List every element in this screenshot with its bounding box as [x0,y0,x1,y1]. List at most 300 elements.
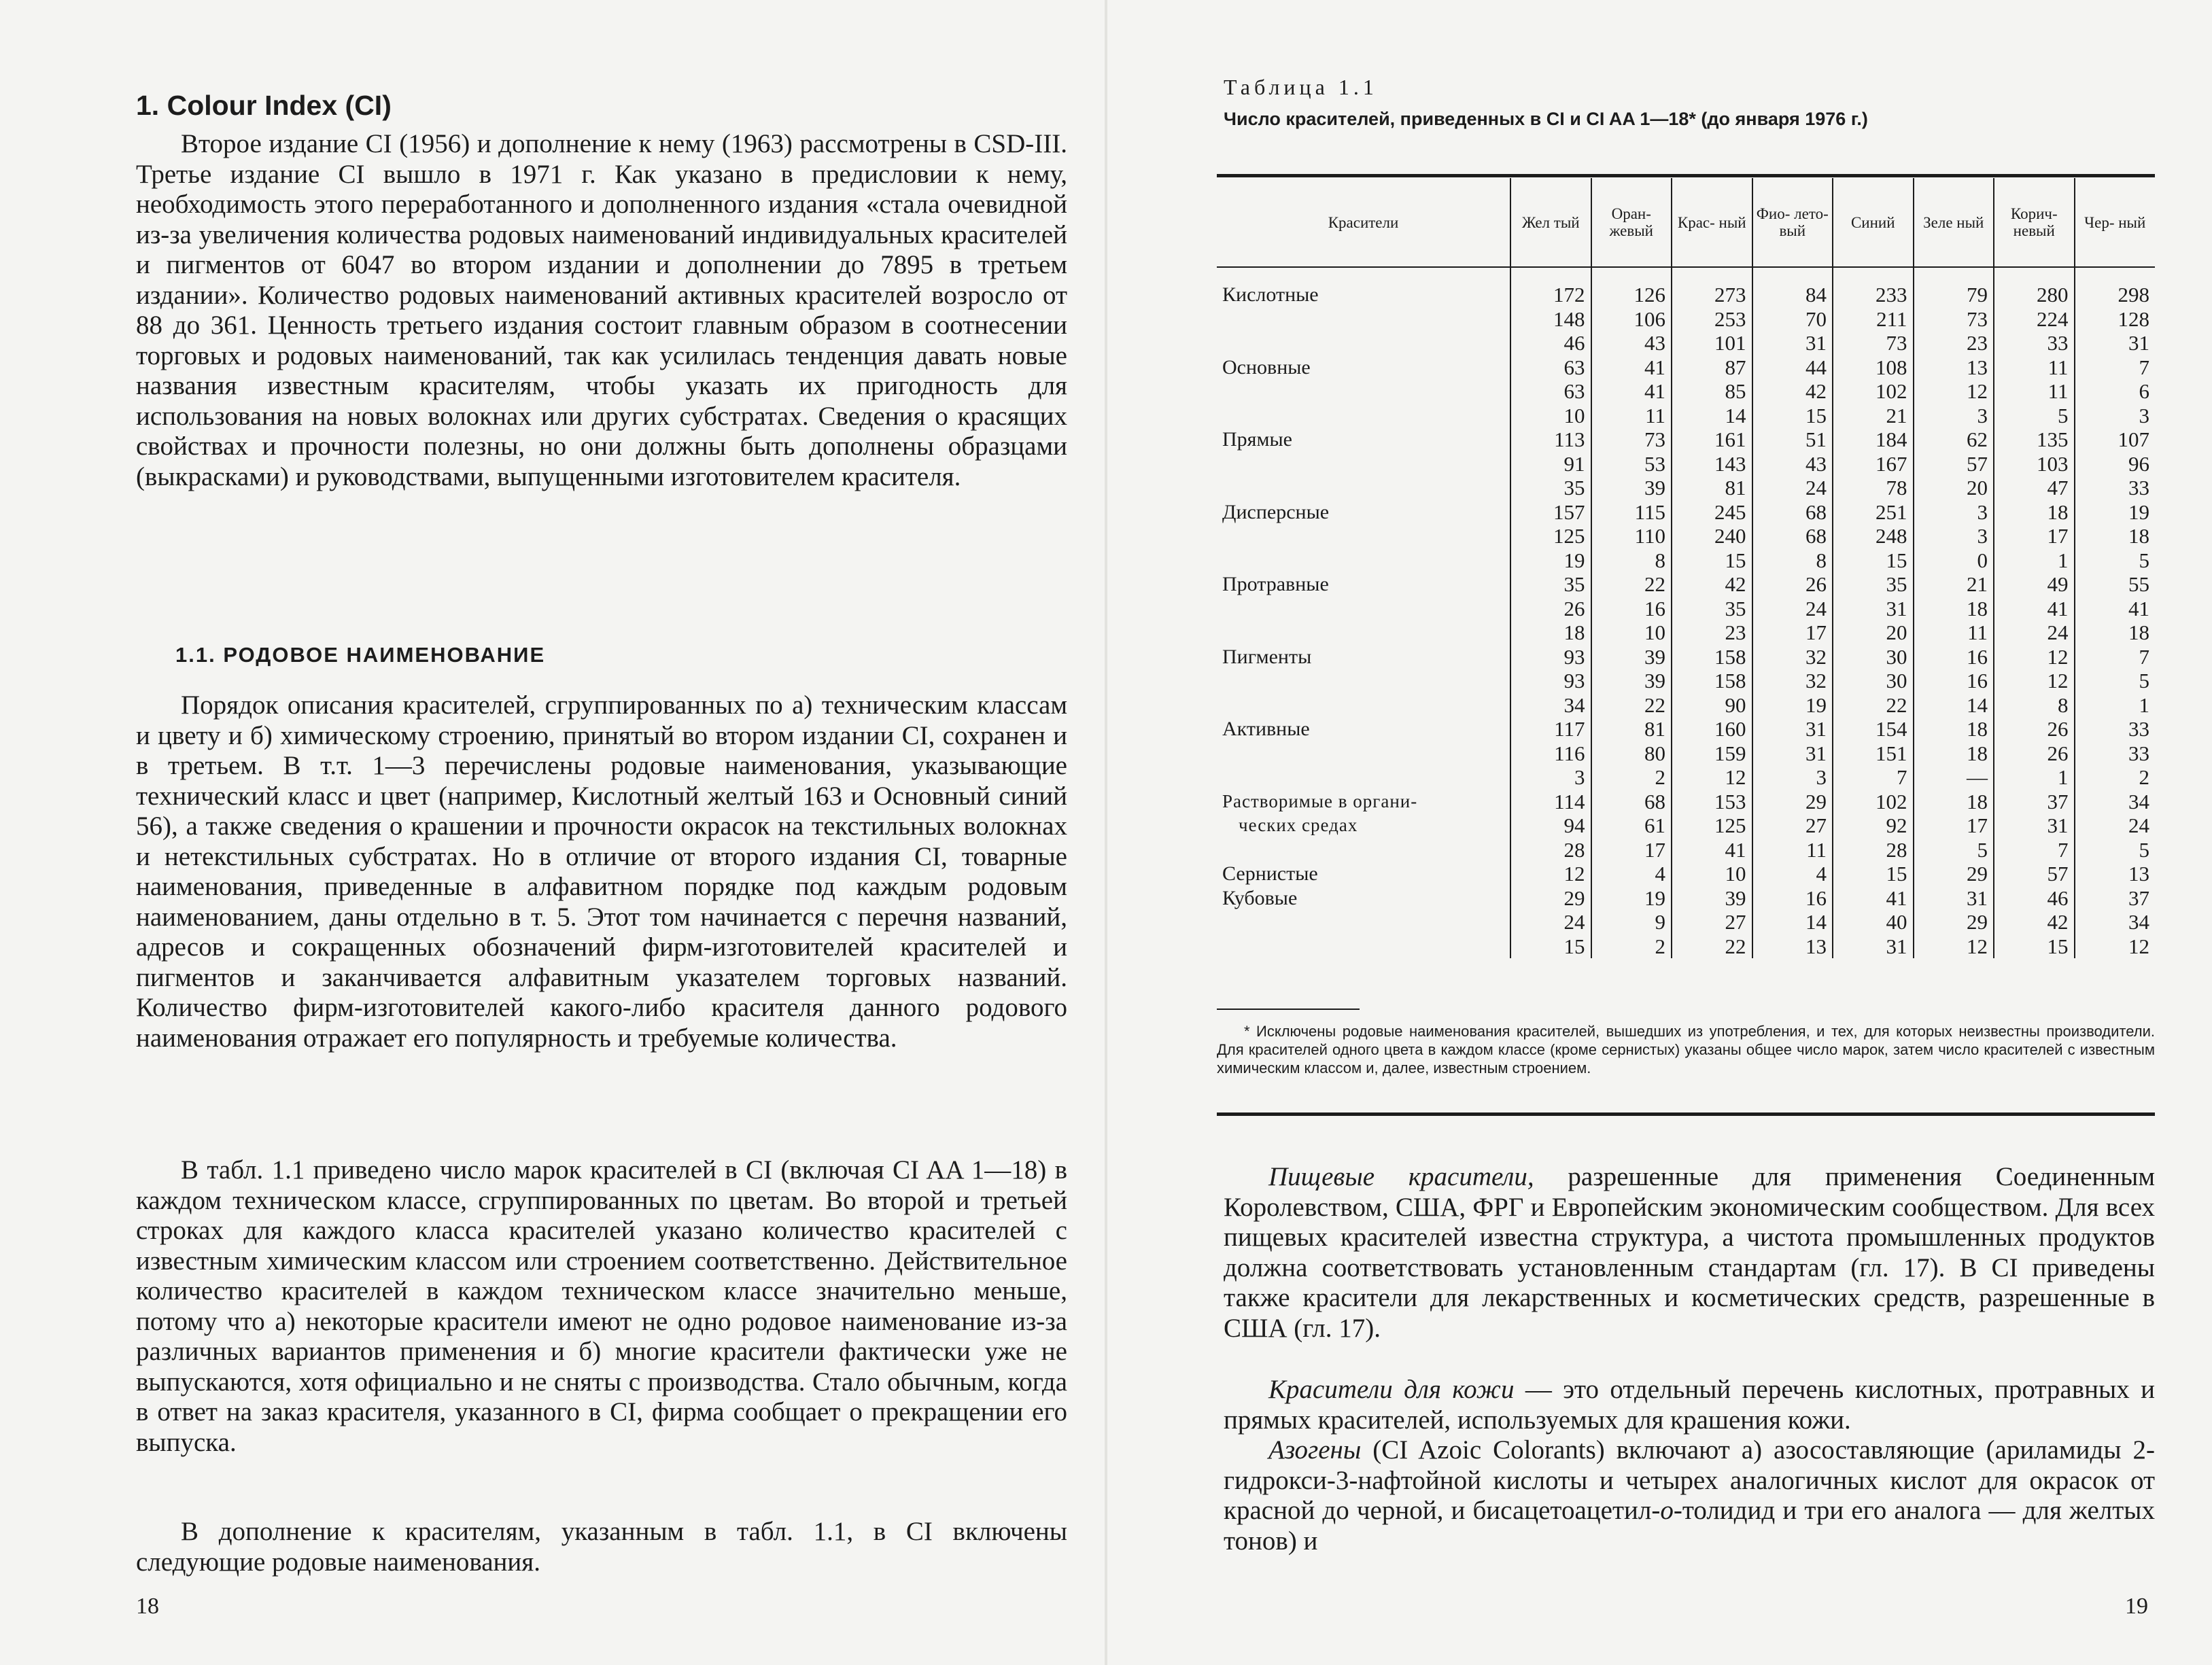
row-label [1217,597,1510,621]
table-cell: 15 [1672,548,1752,573]
table-cell: 113 [1510,427,1591,452]
table-caption: Таблица 1.1 [1224,75,1378,99]
row-label: Пигменты [1222,645,1312,668]
header-color-6: Зеле ный [1914,178,1994,267]
table-cell: 70 [1752,307,1833,332]
table-cell: 42 [1752,379,1833,404]
table-cell: 34 [2075,910,2156,934]
table-row [1217,355,2155,380]
table-cell: 1 [2075,693,2156,718]
row-label: Прямые [1222,428,1292,451]
table-reference-paragraph: В табл. 1.1 приведено число марок красителей в CI (включая CI AA 1—18) в каждом техническом классе, сгруппированных по цветам. Во второй и третьей строках для каждого класса красителей указано количество красителей с известным химическим классом или строением соответственно. Действительное количество красителей в каждом техническом классе значительно меньше, потому что а) некоторые красители имеют не одно родовое наименование из-за различных вариантов применения и б) многие красители фактически уже не выпускаются, хотя официально и не сняты с производства. Стало обычным, когда в ответ на заказ красителя, указанного в CI, фирма сообщает о прекращении его выпуска. [136,1155,1067,1457]
table-cell: 47 [1994,476,2075,500]
table-cell: 116 [1510,741,1591,766]
table-cell: 14 [1752,910,1833,934]
table-cell: 68 [1591,790,1672,814]
table-cell: 148 [1510,307,1591,332]
table-cell: 16 [1914,645,1994,669]
table-cell: 154 [1833,717,1914,741]
table-cell: 3 [1914,404,1994,428]
table-cell: 39 [1672,886,1752,911]
table-cell: 7 [2075,645,2156,669]
table-cell: 93 [1510,645,1591,669]
table-cell: 7 [1994,838,2075,862]
table-cell: 33 [2075,717,2156,741]
table-cell: 28 [1510,838,1591,862]
table-cell: 46 [1994,886,2075,911]
table-cell: 41 [1833,886,1914,911]
table-row [1217,379,2155,404]
row-label [1217,765,1510,790]
table-cell: 85 [1672,379,1752,404]
table-cell: 22 [1833,693,1914,718]
table-cell: 26 [1994,741,2075,766]
table-cell: 17 [1914,813,1994,838]
table-cell: 20 [1914,476,1994,500]
table-cell: 14 [1672,404,1752,428]
table-cell: 73 [1591,427,1672,452]
row-label [1217,693,1510,718]
dye-count-table [1217,178,2155,958]
table-cell: 24 [1994,620,2075,645]
table-cell: 26 [1510,597,1591,621]
table-row [1217,693,2155,718]
table-cell: 13 [1914,355,1994,380]
azoic-text-end: -толидид и три его аналога — для желтых тонов) и [1224,1496,2155,1556]
table-cell: 24 [1752,597,1833,621]
table-cell: 167 [1833,452,1914,476]
table-row [1217,790,2155,814]
table-cell: 273 [1672,267,1752,307]
table-cell: 16 [1591,597,1672,621]
table-cell: 13 [2075,862,2156,886]
table-cell: 5 [2075,838,2156,862]
table-cell: 159 [1672,741,1752,766]
table-cell: 46 [1510,331,1591,355]
table-cell: 30 [1833,645,1914,669]
row-label [1217,452,1510,476]
table-cell: 15 [1833,548,1914,573]
table-cell: 253 [1672,307,1752,332]
table-cell: 22 [1672,934,1752,959]
table-cell: 53 [1591,452,1672,476]
table-cell: 15 [1752,404,1833,428]
table-cell: 41 [1994,597,2075,621]
table-cell: 35 [1510,572,1591,597]
table-cell: 161 [1672,427,1752,452]
row-label [1217,331,1510,355]
table-cell: 8 [1591,548,1672,573]
table-cell: 31 [1833,934,1914,959]
footnote-rule [1217,1009,1360,1010]
table-cell: 298 [2075,267,2156,307]
table-cell: 22 [1591,572,1672,597]
table-cell: 94 [1510,813,1591,838]
table-cell: 37 [2075,886,2156,911]
table-cell: 12 [1914,379,1994,404]
table-title: Число красителей, приведенных в CI и CI AA 1—18* (до января 1976 г.) [1224,109,1868,129]
table-cell: 57 [1994,862,2075,886]
table-cell: 125 [1672,813,1752,838]
table-cell: 240 [1672,524,1752,548]
table-cell: 9 [1591,910,1672,934]
header-color-4: Фио- лето- вый [1752,178,1833,267]
table-row [1217,765,2155,790]
intro-paragraph: Второе издание CI (1956) и дополнение к нему (1963) рассмотрены в CSD-III. Третье издание CI вышло в 1971 г. Как указано в предисловии к нему, необходимость этого переработанного и дополненного издания «стала очевидной из-за увеличения количества родовых наименований индивидуальных красителей и пигментов от 6047 во втором издании и дополнении до 7895 в третьем издании». Количество родовых наименований активных красителей возросло от 88 до 361. Ценность третьего издания состоит главным образом в соотнесении торговых и родовых наименований, так как усилилась тенденция давать новые названия известным красителям, чтобы указать их пригодность для использования на новых волокнах или других субстратах. Сведения о красящих свойствах и прочности полезны, но они должны быть дополнены образцами (выкрасками) и руководствами, выпущенными изготовителем красителя. [136,129,1067,491]
table-cell: 18 [2075,620,2156,645]
table-cell: 18 [2075,524,2156,548]
azoic-paragraph [1224,1435,2155,1556]
table-cell: 211 [1833,307,1914,332]
table-cell: 5 [2075,669,2156,693]
table-cell: 11 [1752,838,1833,862]
addition-paragraph: В дополнение к красителям, указанным в табл. 1.1, в CI включены следующие родовые наименования. [136,1517,1067,1577]
table-cell: 1 [1994,765,2075,790]
table-cell: 35 [1672,597,1752,621]
table-row [1217,910,2155,934]
row-label [1217,379,1510,404]
table-cell: 16 [1752,886,1833,911]
table-cell: 19 [1591,886,1672,911]
table-cell: 63 [1510,355,1591,380]
table-cell: 0 [1914,548,1994,573]
table-row [1217,934,2155,959]
table-row [1217,307,2155,332]
table-cell: 8 [1994,693,2075,718]
table-cell: 26 [1752,572,1833,597]
row-label: Активные [1222,718,1310,741]
table-cell: 62 [1914,427,1994,452]
table-cell: 19 [1752,693,1833,718]
table-cell: 55 [2075,572,2156,597]
table-cell: 18 [1914,597,1994,621]
header-color-1: Жел тый [1510,178,1591,267]
table-cell: 92 [1833,813,1914,838]
table-cell: 90 [1672,693,1752,718]
table-cell: 28 [1833,838,1914,862]
table-cell: 31 [1752,331,1833,355]
table-cell: 15 [1994,934,2075,959]
table-cell: 158 [1672,669,1752,693]
table-cell: 41 [1672,838,1752,862]
table-cell: 117 [1510,717,1591,741]
table-cell: 115 [1591,500,1672,525]
table-cell: 30 [1833,669,1914,693]
row-label: Кислотные [1222,283,1319,306]
table-cell: 68 [1752,524,1833,548]
table-cell: 13 [1752,934,1833,959]
table-cell: 80 [1591,741,1672,766]
table-cell: 7 [1833,765,1914,790]
table-cell: 44 [1752,355,1833,380]
row-label [1217,910,1510,934]
table-cell: 5 [1994,404,2075,428]
table-cell: 33 [2075,741,2156,766]
table-cell: 57 [1914,452,1994,476]
table-cell: 17 [1994,524,2075,548]
table-cell: 43 [1752,452,1833,476]
row-label: Кубовые [1222,886,1298,909]
table-cell: 5 [2075,548,2156,573]
table-cell: 29 [1914,910,1994,934]
row-label [1217,524,1510,548]
azoic-o-prefix: о [1660,1496,1674,1525]
table-cell: 10 [1510,404,1591,428]
table-cell: 42 [1994,910,2075,934]
table-cell: 31 [1833,597,1914,621]
table-cell: 16 [1914,669,1994,693]
table-top-rule [1217,174,2155,177]
table-cell: 2 [1591,765,1672,790]
table-cell: 248 [1833,524,1914,548]
table-bottom-rule [1217,1112,2155,1116]
table-cell: 20 [1833,620,1914,645]
table-cell: 39 [1591,669,1672,693]
table-cell: 11 [1914,620,1994,645]
table-cell: 11 [1994,379,2075,404]
row-label: ческих средах [1239,815,1358,836]
table-cell: 153 [1672,790,1752,814]
table-row [1217,645,2155,669]
table-cell: 280 [1994,267,2075,307]
header-color-2: Оран- жевый [1591,178,1672,267]
table-cell: 78 [1833,476,1914,500]
table-row [1217,548,2155,573]
table-cell: 32 [1752,669,1833,693]
table-cell: 41 [1591,355,1672,380]
table-cell: 18 [1914,790,1994,814]
table-cell: 12 [1510,862,1591,886]
section-heading: 1. Colour Index (CI) [136,90,392,121]
table-cell: 35 [1833,572,1914,597]
table-row [1217,620,2155,645]
table-cell: 19 [1510,548,1591,573]
table-cell: 24 [1752,476,1833,500]
row-label [1217,476,1510,500]
header-color-7: Корич- невый [1994,178,2075,267]
table-cell: 2 [2075,765,2156,790]
table-cell: 29 [1510,886,1591,911]
table-cell: 81 [1591,717,1672,741]
row-label [1217,548,1510,573]
table-row [1217,886,2155,911]
table-cell: 102 [1833,790,1914,814]
row-label: Сернистые [1222,862,1318,886]
table-cell: 102 [1833,379,1914,404]
row-label [1217,741,1510,766]
table-cell: 101 [1672,331,1752,355]
table-cell: 43 [1591,331,1672,355]
table-cell: 41 [2075,597,2156,621]
table-cell: 31 [1752,717,1833,741]
table-cell: 73 [1833,331,1914,355]
table-cell: 42 [1672,572,1752,597]
table-cell: 3 [1510,765,1591,790]
table-cell: 4 [1752,862,1833,886]
table-cell: 12 [2075,934,2156,959]
table-cell: 61 [1591,813,1672,838]
table-cell: 31 [1994,813,2075,838]
table-cell: 172 [1510,267,1591,307]
table-cell: 31 [1752,741,1833,766]
table-cell: 3 [1914,524,1994,548]
table-cell: 35 [1510,476,1591,500]
table-row [1217,741,2155,766]
table-cell: 125 [1510,524,1591,548]
table-cell: 18 [1994,500,2075,525]
table-row [1217,597,2155,621]
table-cell: 135 [1994,427,2075,452]
table-cell: 184 [1833,427,1914,452]
table-cell: 21 [1914,572,1994,597]
page-number-left: 18 [136,1594,159,1619]
header-color-5: Синий [1833,178,1914,267]
table-cell: 107 [2075,427,2156,452]
table-cell: 32 [1752,645,1833,669]
table-cell: 29 [1914,862,1994,886]
table-cell: 157 [1510,500,1591,525]
table-cell: 84 [1752,267,1833,307]
table-cell: 114 [1510,790,1591,814]
table-cell: 39 [1591,476,1672,500]
table-cell: 1 [1994,548,2075,573]
table-row [1217,500,2155,525]
table-cell: 3 [2075,404,2156,428]
table-cell: 7 [2075,355,2156,380]
table-cell: 224 [1994,307,2075,332]
table-cell: 33 [1994,331,2075,355]
table-cell: 151 [1833,741,1914,766]
table-cell: 2 [1591,934,1672,959]
table-cell: 110 [1591,524,1672,548]
azoic-text: (CI Azoic Colorants) включают а) азосоставляющие (ариламиды 2-гидрокси-3-нафтойной кислоты и четырех аналогичных кислот для окрасок от красной до черной, и бисацетоацетил- [1224,1435,2155,1525]
table-cell: 51 [1752,427,1833,452]
table-cell: 22 [1591,693,1672,718]
table-cell: 96 [2075,452,2156,476]
table-row [1217,813,2155,838]
table-cell: 108 [1833,355,1914,380]
table-row [1217,524,2155,548]
table-cell: 17 [1752,620,1833,645]
table-cell: 103 [1994,452,2075,476]
table-cell: 15 [1833,862,1914,886]
table-cell: 128 [2075,307,2156,332]
table-cell: 31 [1914,886,1994,911]
header-dyes: Красители [1217,178,1510,267]
table-cell: 21 [1833,404,1914,428]
table-cell: 93 [1510,669,1591,693]
row-label [1217,934,1510,959]
table-cell: 10 [1672,862,1752,886]
table-row [1217,427,2155,452]
table-cell: 4 [1591,862,1672,886]
table-cell: 34 [1510,693,1591,718]
table-cell: 23 [1914,331,1994,355]
row-label [1217,307,1510,332]
table-cell: 233 [1833,267,1914,307]
table-cell: 14 [1914,693,1994,718]
table-row [1217,476,2155,500]
table-cell: 23 [1672,620,1752,645]
table-row [1217,572,2155,597]
table-cell: 34 [2075,790,2156,814]
table-cell: 245 [1672,500,1752,525]
table-cell: 15 [1510,934,1591,959]
table-cell: 29 [1752,790,1833,814]
table-cell: 143 [1672,452,1752,476]
table-cell: 39 [1591,645,1672,669]
row-label [1217,620,1510,645]
table-cell: 18 [1914,741,1994,766]
table-footnote: * Исключены родовые наименования красителей, вышедших из употребления, и тех, для которых неизвестны производители. Для красителей одного цвета в каждом классе (кроме сернистых) указаны общее число марок, затем число красителей с известным химическим классом и, далее, известным строением. [1217,1023,2155,1076]
table-cell: — [1914,765,1994,790]
leather-dyes-paragraph [1224,1375,2155,1435]
table-cell: 91 [1510,452,1591,476]
row-label: Протравные [1222,573,1329,596]
food-dyes-text: разрешенные для применения Соединенным Королевством, США, ФРГ и Европейским экономическим сообществом. Для всех пищевых красителей известна структура, а чистота промышленных продуктов должна соответствовать установленным стандартам (гл. 17). В CI приведены также красители для лекарственных и косметических средств, разрешенные в США (гл. 17). [1224,1162,2156,1343]
table-cell: 18 [1914,717,1994,741]
table-cell: 18 [1510,620,1591,645]
row-label: Растворимые в органи- [1222,790,1418,811]
leather-dyes-text: — это отдельный перечень кислотных, протравных и прямых красителей, используемых для крашения кожи. [1224,1375,2155,1435]
order-paragraph: Порядок описания красителей, сгруппированных по а) техническим классам и цвету и б) химическому строению, принятый во втором издании CI, сохранен и в третьем. В т.т. 1—3 перечислены родовые наименования, указывающие технический класс и цвет (например, Кислотный желтый 163 и Основный синий 56), а также сведения о крашении и прочности окрасок на текстильных волокнах и нетекстильных субстратах. Но в отличие от второго издания CI, товарные наименования, приведенные в алфавитном порядке под каждым родовым наименованием, даны отдельно в т. 5. Этот том начинается с перечня названий, адресов и сокращенных обозначений фирм-изготовителей красителей и пигментов и заканчивается алфавитным указателем торговых названий. Количество фирм-изготовителей какого-либо красителя данного родового наименования отражает его популярность и требуемые количества. [136,690,1067,1053]
row-label: Основные [1222,355,1311,379]
table-cell: 158 [1672,645,1752,669]
table-cell: 40 [1833,910,1914,934]
table-body [1217,267,2155,958]
table-cell: 24 [1510,910,1591,934]
table-cell: 12 [1994,645,2075,669]
table-header [1217,178,2155,267]
row-label [1217,404,1510,428]
table-row [1217,404,2155,428]
table-cell: 3 [1914,500,1994,525]
table-cell: 26 [1994,717,2075,741]
table-cell: 11 [1591,404,1672,428]
table-row [1217,862,2155,886]
row-label: Дисперсные [1222,500,1330,523]
table-cell: 12 [1672,765,1752,790]
table-cell: 251 [1833,500,1914,525]
subsection-heading: 1.1. РОДОВОЕ НАИМЕНОВАНИЕ [175,643,546,667]
table-cell: 10 [1591,620,1672,645]
table-cell: 31 [2075,331,2156,355]
table-cell: 8 [1752,548,1833,573]
table-cell: 27 [1752,813,1833,838]
table-cell: 5 [1914,838,1994,862]
table-cell: 3 [1752,765,1833,790]
table-cell: 126 [1591,267,1672,307]
table-cell: 63 [1510,379,1591,404]
table-row [1217,331,2155,355]
table-cell: 12 [1914,934,1994,959]
header-color-8: Чер- ный [2075,178,2156,267]
table-row [1217,717,2155,741]
row-label [1217,669,1510,693]
table-cell: 11 [1994,355,2075,380]
page-number-right: 19 [2125,1594,2148,1619]
row-label [1217,838,1510,862]
table-cell: 68 [1752,500,1833,525]
table-cell: 24 [2075,813,2156,838]
table-cell: 41 [1591,379,1672,404]
table-row [1217,452,2155,476]
table-cell: 6 [2075,379,2156,404]
table-cell: 17 [1591,838,1672,862]
table-cell: 160 [1672,717,1752,741]
table-cell: 33 [2075,476,2156,500]
table-cell: 12 [1994,669,2075,693]
